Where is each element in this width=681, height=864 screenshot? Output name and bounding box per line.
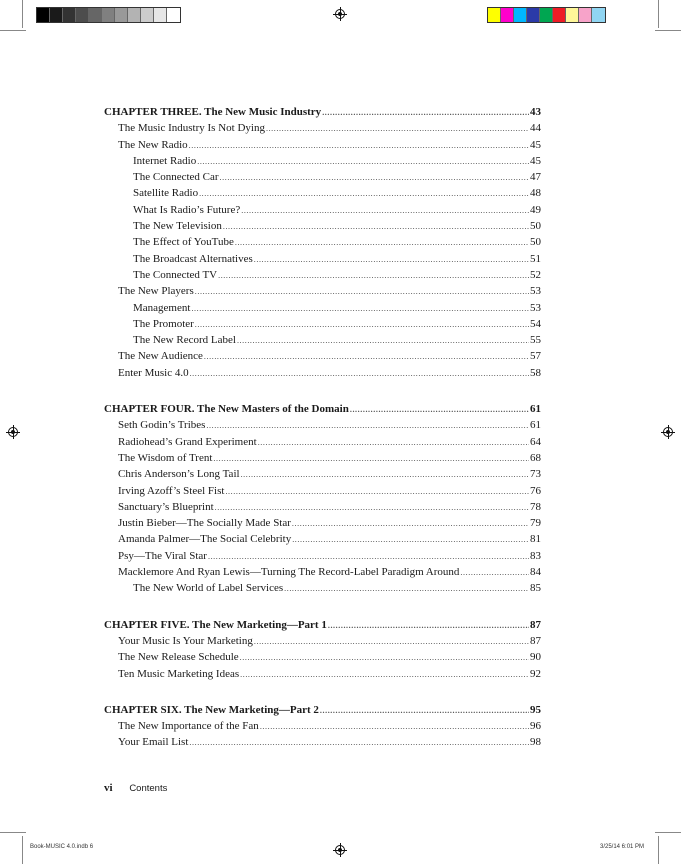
dot-leader bbox=[328, 618, 529, 634]
toc-entry-title: The New Importance of the Fan bbox=[118, 720, 259, 733]
toc-entry[interactable] bbox=[104, 483, 541, 499]
toc-entry-title: Macklemore And Ryan Lewis—Turning The Record-Label Paradigm Around bbox=[118, 566, 460, 579]
gray-swatch bbox=[76, 8, 89, 22]
toc-entry-title: The Connected Car bbox=[133, 171, 219, 184]
toc-entry-title: The New Television bbox=[133, 220, 222, 233]
toc-page-number: 92 bbox=[530, 667, 541, 680]
gray-swatch bbox=[37, 8, 50, 22]
dot-leader bbox=[292, 532, 529, 548]
dot-leader bbox=[208, 549, 529, 565]
toc-entry[interactable] bbox=[104, 234, 541, 250]
toc-entry-title: CHAPTER SIX. The New Marketing—Part 2 bbox=[104, 703, 319, 716]
toc-page-number: 76 bbox=[530, 484, 541, 497]
toc-entry[interactable] bbox=[104, 450, 541, 466]
toc-entry[interactable] bbox=[104, 417, 541, 433]
gray-swatch bbox=[141, 8, 154, 22]
toc-entry[interactable] bbox=[104, 153, 541, 169]
toc-entry[interactable] bbox=[104, 718, 541, 734]
toc-page-number: 45 bbox=[530, 138, 541, 151]
toc-entry[interactable] bbox=[104, 649, 541, 665]
registration-mark-top-icon bbox=[333, 7, 347, 21]
toc-page-number: 51 bbox=[530, 252, 541, 265]
toc-page-number: 43 bbox=[530, 106, 541, 118]
dot-leader bbox=[460, 565, 529, 581]
toc-entry-title: Satellite Radio bbox=[133, 187, 199, 200]
toc-entry-title: The Promoter bbox=[133, 317, 194, 330]
dot-leader bbox=[215, 500, 529, 516]
toc-entry-title: Chris Anderson’s Long Tail bbox=[118, 468, 240, 481]
dot-leader bbox=[237, 333, 529, 349]
toc-page-number: 81 bbox=[530, 533, 541, 546]
dot-leader bbox=[191, 301, 529, 317]
crop-mark bbox=[0, 832, 26, 833]
gray-swatch bbox=[115, 8, 128, 22]
dot-leader bbox=[204, 349, 529, 365]
dot-leader bbox=[241, 203, 529, 219]
gray-swatch bbox=[154, 8, 167, 22]
registration-mark-right-icon bbox=[661, 425, 675, 439]
toc-page-number: 52 bbox=[530, 268, 541, 281]
dot-leader bbox=[350, 402, 529, 418]
toc-page-number: 83 bbox=[530, 549, 541, 562]
toc-entry[interactable] bbox=[104, 633, 541, 649]
toc-chapter-heading[interactable] bbox=[104, 401, 541, 417]
crop-mark bbox=[655, 832, 681, 833]
running-footer-label: Contents bbox=[129, 783, 168, 794]
toc-entry-title: The New Players bbox=[118, 285, 194, 298]
toc-chapter-section bbox=[104, 401, 541, 597]
toc-entry-title: Justin Bieber—The Socially Made Star bbox=[118, 517, 291, 530]
gray-swatch bbox=[167, 8, 180, 22]
toc-page-number: 50 bbox=[530, 220, 541, 233]
toc-page-number: 57 bbox=[530, 350, 541, 363]
gray-swatch bbox=[89, 8, 102, 22]
toc-entry[interactable] bbox=[104, 365, 541, 381]
toc-entry-title: CHAPTER FIVE. The New Marketing—Part 1 bbox=[104, 618, 327, 631]
toc-entry-title: Radiohead’s Grand Experiment bbox=[118, 435, 257, 448]
color-swatch bbox=[592, 8, 605, 22]
dot-leader bbox=[189, 735, 529, 751]
toc-entry-title: Ten Music Marketing Ideas bbox=[118, 667, 240, 680]
toc-entry[interactable] bbox=[104, 267, 541, 283]
dot-leader bbox=[206, 418, 529, 434]
dot-leader bbox=[190, 366, 529, 382]
color-swatch bbox=[540, 8, 553, 22]
dot-leader bbox=[225, 484, 529, 500]
toc-entry-title: Seth Godin’s Tribes bbox=[118, 419, 206, 432]
toc-entry-title: Management bbox=[133, 301, 191, 314]
toc-entry-title: The Music Industry Is Not Dying bbox=[118, 122, 265, 135]
toc-page-number: 73 bbox=[530, 468, 541, 481]
toc-page-number: 53 bbox=[530, 301, 541, 314]
toc-entry[interactable] bbox=[104, 666, 541, 682]
toc-entry[interactable] bbox=[104, 137, 541, 153]
dot-leader bbox=[189, 138, 529, 154]
dot-leader bbox=[240, 667, 529, 683]
dot-leader bbox=[235, 235, 529, 251]
dot-leader bbox=[284, 581, 529, 597]
toc-page-number: 96 bbox=[530, 720, 541, 733]
toc-entry[interactable] bbox=[104, 169, 541, 185]
registration-mark-left-icon bbox=[6, 425, 20, 439]
toc-chapter-heading[interactable] bbox=[104, 617, 541, 633]
toc-entry-title: Irving Azoff’s Steel Fist bbox=[118, 484, 225, 497]
toc-page-number: 68 bbox=[530, 451, 541, 464]
toc-chapter-heading[interactable] bbox=[104, 702, 541, 718]
toc-entry[interactable] bbox=[104, 515, 541, 531]
toc-page-number: 49 bbox=[530, 203, 541, 216]
dot-leader bbox=[197, 154, 529, 170]
toc-chapter-section bbox=[104, 617, 541, 682]
slug-file-name: Book-MUSIC 4.0.indb 6 bbox=[30, 844, 94, 850]
dot-leader bbox=[195, 317, 529, 333]
dot-leader bbox=[220, 170, 529, 186]
dot-leader bbox=[195, 284, 529, 300]
toc-entry[interactable] bbox=[104, 580, 541, 596]
toc-entry-title: The Effect of YouTube bbox=[133, 236, 234, 249]
dot-leader bbox=[292, 516, 529, 532]
color-swatch bbox=[488, 8, 501, 22]
crop-mark bbox=[655, 30, 681, 31]
dot-leader bbox=[254, 634, 529, 650]
toc-entry[interactable] bbox=[104, 332, 541, 348]
toc-page-number: 53 bbox=[530, 285, 541, 298]
toc-entry[interactable] bbox=[104, 202, 541, 218]
toc-page-number: 79 bbox=[530, 517, 541, 530]
toc-entry[interactable] bbox=[104, 734, 541, 750]
color-swatch bbox=[514, 8, 527, 22]
toc-page-number: 87 bbox=[530, 618, 541, 631]
grayscale-color-bar bbox=[36, 7, 181, 23]
toc-page-number: 64 bbox=[530, 435, 541, 448]
dot-leader bbox=[241, 467, 529, 483]
toc-entry[interactable] bbox=[104, 348, 541, 364]
table-of-contents bbox=[104, 104, 541, 771]
toc-chapter-heading[interactable] bbox=[104, 104, 541, 120]
dot-leader bbox=[254, 252, 529, 268]
toc-entry-title: CHAPTER THREE. The New Music Industry bbox=[104, 106, 322, 118]
toc-page-number: 55 bbox=[530, 334, 541, 347]
toc-page-number: 61 bbox=[530, 419, 541, 432]
toc-entry-title: Your Email List bbox=[118, 736, 189, 749]
toc-page-number: 87 bbox=[530, 634, 541, 647]
toc-page-number: 47 bbox=[530, 171, 541, 184]
toc-entry[interactable] bbox=[104, 218, 541, 234]
registration-mark-bottom-icon bbox=[333, 843, 347, 857]
crop-mark bbox=[0, 30, 26, 31]
toc-entry-title: CHAPTER FOUR. The New Masters of the Domain bbox=[104, 403, 349, 416]
toc-page-number: 45 bbox=[530, 154, 541, 167]
crop-mark bbox=[22, 836, 23, 864]
toc-entry-title: Amanda Palmer—The Social Celebrity bbox=[118, 533, 292, 546]
toc-entry[interactable] bbox=[104, 185, 541, 201]
toc-entry-title: Internet Radio bbox=[133, 154, 197, 167]
toc-chapter-section bbox=[104, 702, 541, 751]
toc-entry[interactable] bbox=[104, 316, 541, 332]
dot-leader bbox=[258, 435, 529, 451]
slug-timestamp: 3/25/14 6:01 PM bbox=[600, 844, 645, 850]
dot-leader bbox=[213, 451, 529, 467]
color-swatch bbox=[579, 8, 592, 22]
toc-entry[interactable] bbox=[104, 120, 541, 136]
color-swatch bbox=[501, 8, 514, 22]
color-swatch bbox=[553, 8, 566, 22]
toc-entry[interactable] bbox=[104, 564, 541, 580]
toc-entry-title: The Connected TV bbox=[133, 268, 218, 281]
page-number: vi bbox=[104, 782, 113, 794]
dot-leader bbox=[240, 650, 529, 666]
toc-entry[interactable] bbox=[104, 283, 541, 299]
toc-chapter-section bbox=[104, 104, 541, 381]
toc-entry-title: The New Audience bbox=[118, 350, 203, 363]
toc-page-number: 98 bbox=[530, 736, 541, 749]
toc-entry-title: Sanctuary’s Blueprint bbox=[118, 500, 214, 513]
dot-leader bbox=[218, 268, 529, 284]
dot-leader bbox=[260, 719, 529, 735]
crop-mark bbox=[22, 0, 23, 28]
toc-page-number: 54 bbox=[530, 317, 541, 330]
toc-entry-title: The New Release Schedule bbox=[118, 651, 239, 664]
toc-entry-title: Psy—The Viral Star bbox=[118, 549, 207, 562]
toc-entry-title: Your Music Is Your Marketing bbox=[118, 634, 253, 647]
toc-page-number: 48 bbox=[530, 187, 541, 200]
toc-entry[interactable] bbox=[104, 466, 541, 482]
toc-entry-title: The Wisdom of Trent bbox=[118, 451, 213, 464]
toc-page-number: 50 bbox=[530, 236, 541, 249]
gray-swatch bbox=[102, 8, 115, 22]
page-footer bbox=[104, 782, 167, 794]
gray-swatch bbox=[63, 8, 76, 22]
toc-page-number: 58 bbox=[530, 366, 541, 379]
process-color-bar bbox=[487, 7, 606, 23]
toc-page-number: 44 bbox=[530, 122, 541, 135]
toc-page-number: 85 bbox=[530, 582, 541, 595]
toc-entry[interactable] bbox=[104, 300, 541, 316]
toc-entry[interactable] bbox=[104, 499, 541, 515]
toc-entry-title: The New Record Label bbox=[133, 334, 236, 347]
toc-page-number: 95 bbox=[530, 703, 541, 716]
toc-entry[interactable] bbox=[104, 531, 541, 547]
toc-entry-title: The Broadcast Alternatives bbox=[133, 252, 253, 265]
toc-page-number: 78 bbox=[530, 500, 541, 513]
gray-swatch bbox=[50, 8, 63, 22]
color-swatch bbox=[527, 8, 540, 22]
toc-page-number: 90 bbox=[530, 651, 541, 664]
toc-entry[interactable] bbox=[104, 434, 541, 450]
gray-swatch bbox=[128, 8, 141, 22]
dot-leader bbox=[199, 186, 529, 202]
dot-leader bbox=[322, 105, 529, 121]
toc-entry[interactable] bbox=[104, 251, 541, 267]
toc-entry-title: What Is Radio’s Future? bbox=[133, 203, 241, 216]
dot-leader bbox=[266, 121, 529, 137]
crop-mark bbox=[658, 836, 659, 864]
toc-page-number: 61 bbox=[530, 403, 541, 416]
color-swatch bbox=[566, 8, 579, 22]
dot-leader bbox=[320, 703, 529, 719]
dot-leader bbox=[223, 219, 529, 235]
toc-entry-title: Enter Music 4.0 bbox=[118, 366, 189, 379]
toc-page-number: 84 bbox=[530, 566, 541, 579]
toc-entry-title: The New World of Label Services bbox=[133, 582, 284, 595]
crop-mark bbox=[658, 0, 659, 28]
toc-entry[interactable] bbox=[104, 548, 541, 564]
toc-entry-title: The New Radio bbox=[118, 138, 188, 151]
